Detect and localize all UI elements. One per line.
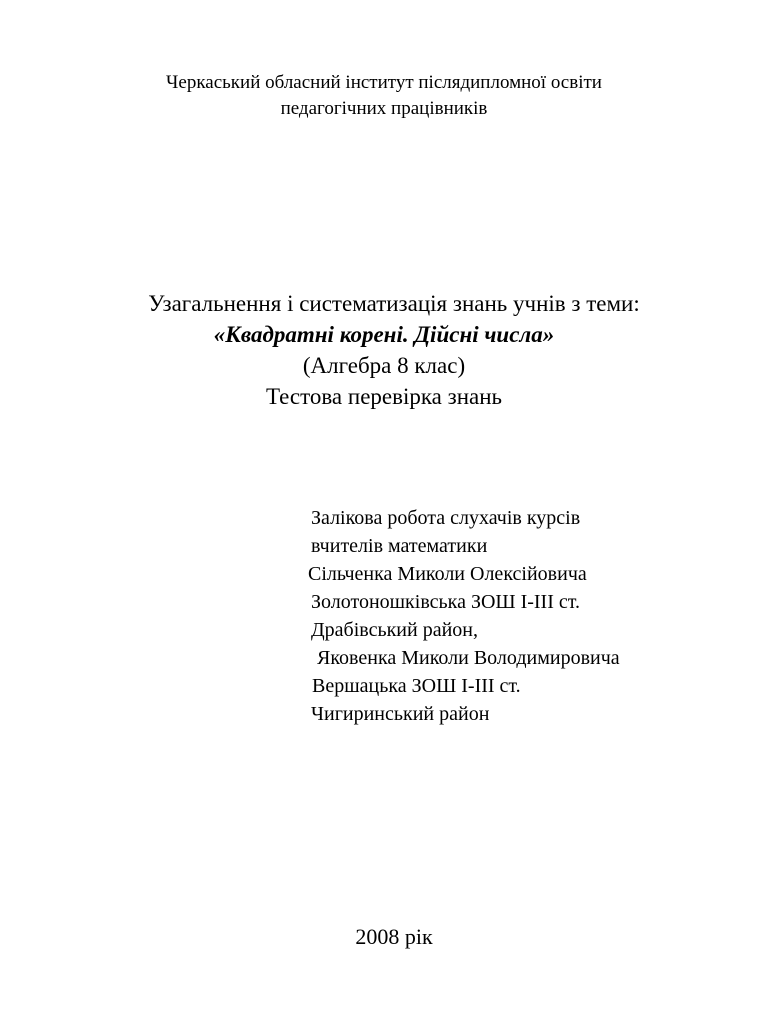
institution-name-line1: Черкаський обласний інститут післядипломної освіти (166, 72, 602, 93)
author-line: Драбівський район, (311, 619, 478, 641)
title-subject: (Алгебра 8 клас) (302, 353, 466, 378)
author-line: Чигиринський район (311, 703, 490, 725)
author-line: Яковенка Миколи Володимировича (317, 647, 620, 669)
author-line: Вершацька ЗОШ І-ІІІ ст. (312, 675, 521, 697)
institution-name-line2: педагогічних працівників (280, 98, 488, 119)
title-topic: «Квадратні корені. Дійсні числа» (213, 322, 555, 347)
year-footer: 2008 рік (355, 924, 433, 949)
title-block (0, 288, 768, 412)
title-type: Тестова перевірка знань (265, 384, 503, 409)
author-line: Залікова робота слухачів курсів (311, 507, 581, 529)
title-heading: Узагальнення і систематизація знань учнів з теми: (148, 291, 640, 316)
author-line: вчителів математики (311, 535, 488, 557)
authors-block (0, 504, 768, 728)
author-line: Сільченка Миколи Олексійовича (308, 563, 587, 585)
author-line: Золотоношківська ЗОШ І-ІІІ ст. (311, 591, 580, 613)
institution-header (0, 70, 768, 122)
